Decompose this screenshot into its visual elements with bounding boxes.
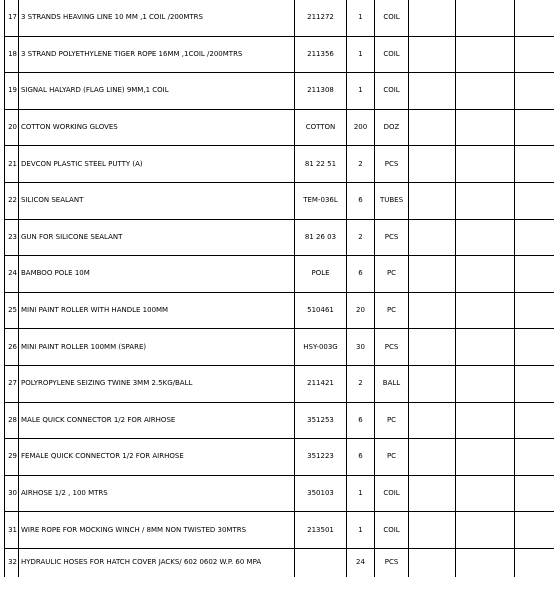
empty-cell (409, 146, 456, 183)
empty-cell (456, 182, 515, 219)
quantity-cell: 1 (347, 73, 375, 110)
quantity-cell: 6 (347, 439, 375, 476)
table-row (5, 73, 554, 110)
code-cell: 213501 (295, 512, 347, 549)
requisition-table (4, 0, 554, 577)
empty-cell (515, 256, 554, 293)
item-number-cell: 22 (5, 182, 19, 219)
description-cell: POLYROPYLENE SEIZING TWINE 3MM 2.5KG/BALL (19, 365, 295, 402)
empty-cell (456, 0, 515, 36)
empty-cell (409, 475, 456, 512)
empty-cell (456, 365, 515, 402)
empty-cell (409, 109, 456, 146)
empty-cell (456, 256, 515, 293)
table-row (5, 439, 554, 476)
quantity-cell: 6 (347, 182, 375, 219)
item-number-cell: 20 (5, 109, 19, 146)
unit-cell: COIL (375, 475, 409, 512)
code-cell: 211308 (295, 73, 347, 110)
empty-cell (456, 329, 515, 366)
description-cell: BAMBOO POLE 10M (19, 256, 295, 293)
code-cell: POLE (295, 256, 347, 293)
item-number-cell: 32 (5, 548, 19, 577)
quantity-cell: 24 (347, 548, 375, 577)
code-cell (295, 548, 347, 577)
unit-cell: COIL (375, 73, 409, 110)
code-cell: TEM-036L (295, 182, 347, 219)
requisition-rows (5, 0, 554, 577)
empty-cell (456, 36, 515, 73)
description-cell: 3 STRAND POLYETHYLENE TIGER ROPE 16MM ,1COIL /200MTRS (19, 36, 295, 73)
empty-cell (515, 109, 554, 146)
code-cell: 351253 (295, 402, 347, 439)
quantity-cell: 2 (347, 146, 375, 183)
code-cell: 81 22 51 (295, 146, 347, 183)
code-cell: 350103 (295, 475, 347, 512)
code-cell: 510461 (295, 292, 347, 329)
unit-cell: PCS (375, 548, 409, 577)
item-number-cell: 23 (5, 219, 19, 256)
empty-cell (409, 219, 456, 256)
empty-cell (409, 439, 456, 476)
table-row (5, 256, 554, 293)
empty-cell (409, 0, 456, 36)
empty-cell (515, 73, 554, 110)
table-row (5, 219, 554, 256)
empty-cell (515, 475, 554, 512)
description-cell: GUN FOR SILICONE SEALANT (19, 219, 295, 256)
empty-cell (409, 73, 456, 110)
table-row (5, 146, 554, 183)
item-number-cell: 25 (5, 292, 19, 329)
description-cell: SILICON SEALANT (19, 182, 295, 219)
table-row (5, 329, 554, 366)
empty-cell (515, 512, 554, 549)
unit-cell: PC (375, 402, 409, 439)
item-number-cell: 18 (5, 36, 19, 73)
empty-cell (515, 439, 554, 476)
item-number-cell: 19 (5, 73, 19, 110)
quantity-cell: 2 (347, 219, 375, 256)
code-cell: COTTON (295, 109, 347, 146)
unit-cell: PCS (375, 219, 409, 256)
quantity-cell: 6 (347, 402, 375, 439)
table-row (5, 365, 554, 402)
empty-cell (515, 365, 554, 402)
empty-cell (456, 219, 515, 256)
empty-cell (515, 0, 554, 36)
empty-cell (456, 146, 515, 183)
description-cell: MINI PAINT ROLLER WITH HANDLE 100MM (19, 292, 295, 329)
empty-cell (456, 109, 515, 146)
table-row (5, 0, 554, 36)
empty-cell (515, 402, 554, 439)
description-cell: AIRHOSE 1/2 , 100 MTRS (19, 475, 295, 512)
code-cell: HSY-003G (295, 329, 347, 366)
quantity-cell: 1 (347, 475, 375, 512)
table-row (5, 292, 554, 329)
description-cell: 3 STRANDS HEAVING LINE 10 MM ,1 COIL /200MTRS (19, 0, 295, 36)
empty-cell (456, 475, 515, 512)
quantity-cell: 1 (347, 36, 375, 73)
code-cell: 81 26 03 (295, 219, 347, 256)
unit-cell: COIL (375, 0, 409, 36)
empty-cell (409, 329, 456, 366)
empty-cell (515, 146, 554, 183)
table-row (5, 36, 554, 73)
description-cell: WIRE ROPE FOR MOCKING WINCH / 8MM NON TWISTED 30MTRS (19, 512, 295, 549)
description-cell: HYDRAULIC HOSES FOR HATCH COVER JACKS/ 602 0602 W.P. 60 MPA (19, 548, 295, 577)
item-number-cell: 26 (5, 329, 19, 366)
item-number-cell: 28 (5, 402, 19, 439)
unit-cell: PC (375, 292, 409, 329)
quantity-cell: 6 (347, 256, 375, 293)
table-row (5, 182, 554, 219)
empty-cell (456, 439, 515, 476)
quantity-cell: 30 (347, 329, 375, 366)
empty-cell (409, 365, 456, 402)
table-row (5, 512, 554, 549)
empty-cell (515, 182, 554, 219)
item-number-cell: 31 (5, 512, 19, 549)
quantity-cell: 20 (347, 292, 375, 329)
empty-cell (515, 329, 554, 366)
item-number-cell: 29 (5, 439, 19, 476)
description-cell: COTTON WORKING GLOVES (19, 109, 295, 146)
empty-cell (456, 292, 515, 329)
quantity-cell: 1 (347, 512, 375, 549)
description-cell: DEVCON PLASTIC STEEL PUTTY (A) (19, 146, 295, 183)
table-row (5, 475, 554, 512)
empty-cell (409, 292, 456, 329)
empty-cell (409, 512, 456, 549)
table-row (5, 109, 554, 146)
quantity-cell: 200 (347, 109, 375, 146)
empty-cell (515, 219, 554, 256)
description-cell: MALE QUICK CONNECTOR 1/2 FOR AIRHOSE (19, 402, 295, 439)
empty-cell (409, 256, 456, 293)
empty-cell (409, 548, 456, 577)
unit-cell: COIL (375, 512, 409, 549)
empty-cell (515, 292, 554, 329)
description-cell: FEMALE QUICK CONNECTOR 1/2 FOR AIRHOSE (19, 439, 295, 476)
empty-cell (456, 73, 515, 110)
code-cell: 211356 (295, 36, 347, 73)
quantity-cell: 2 (347, 365, 375, 402)
empty-cell (515, 548, 554, 577)
unit-cell: PCS (375, 146, 409, 183)
item-number-cell: 24 (5, 256, 19, 293)
unit-cell: DOZ (375, 109, 409, 146)
unit-cell: BALL (375, 365, 409, 402)
empty-cell (456, 548, 515, 577)
unit-cell: COIL (375, 36, 409, 73)
item-number-cell: 27 (5, 365, 19, 402)
item-number-cell: 17 (5, 0, 19, 36)
code-cell: 211272 (295, 0, 347, 36)
description-cell: MINI PAINT ROLLER 100MM (SPARE) (19, 329, 295, 366)
unit-cell: PC (375, 439, 409, 476)
description-cell: SIGNAL HALYARD (FLAG LINE) 9MM,1 COIL (19, 73, 295, 110)
table-row (5, 548, 554, 577)
item-number-cell: 30 (5, 475, 19, 512)
empty-cell (409, 402, 456, 439)
quantity-cell: 1 (347, 0, 375, 36)
empty-cell (456, 512, 515, 549)
empty-cell (456, 402, 515, 439)
unit-cell: PC (375, 256, 409, 293)
item-number-cell: 21 (5, 146, 19, 183)
empty-cell (515, 36, 554, 73)
unit-cell: TUBES (375, 182, 409, 219)
table-row (5, 402, 554, 439)
code-cell: 211421 (295, 365, 347, 402)
code-cell: 351223 (295, 439, 347, 476)
unit-cell: PCS (375, 329, 409, 366)
empty-cell (409, 182, 456, 219)
empty-cell (409, 36, 456, 73)
